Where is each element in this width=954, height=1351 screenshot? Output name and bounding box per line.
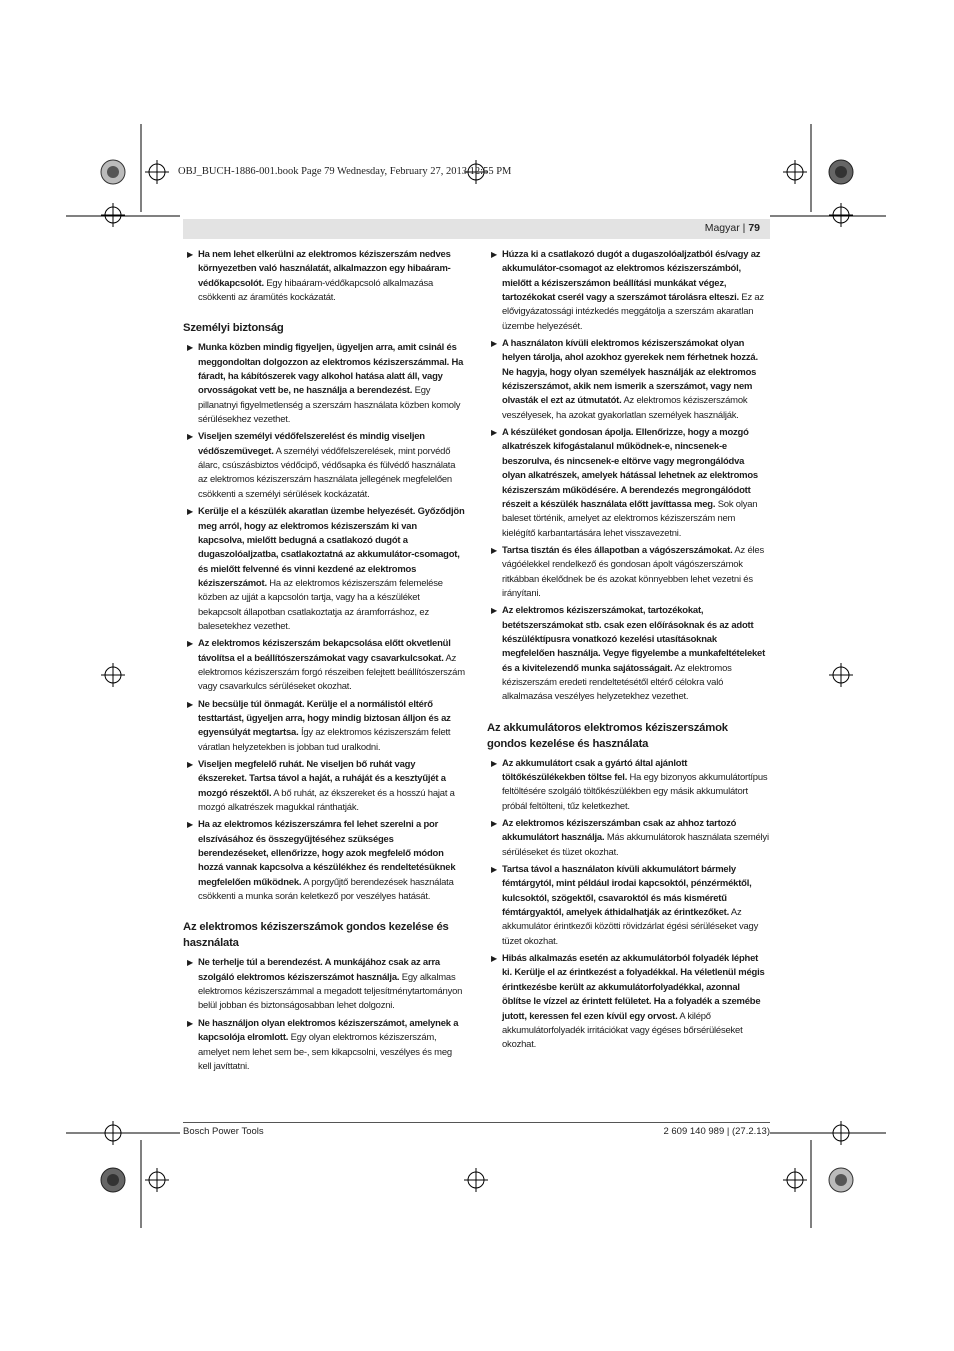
list-item: ▶ Ne használjon olyan elektromos kéziszerszámot, amelynek a kapcsolója elromlott. Egy olyan elektromos kéziszerszám, amelyet nem lehet sem be-, sem kikapcsolni, veszélyes és meg kell javíttatni.	[187, 1017, 459, 1072]
bullet-triangle-icon: ▶	[491, 758, 497, 768]
header-text	[705, 222, 760, 234]
section-heading: Az akkumulátoros elektromos kéziszerszámok gondos kezelése és használata	[487, 721, 728, 750]
bullet-triangle-icon: ▶	[187, 820, 193, 830]
page-header	[183, 219, 770, 239]
bullet-triangle-icon: ▶	[187, 699, 193, 709]
list-item: ▶ Tartsa távol a használaton kívüli akkumulátort bármely fémtárgytól, mint például irodai kapcsoktól, pénzérméktől, kulcsoktól, szögektől, csavaroktól és más kisméretű fémtárgyaktól, amelyek áthidalhatják az érintkezőket. Az akkumulátor érintkezői közötti rövidzárlat égési sérüléseket vagy tüzet okozhat.	[491, 864, 759, 947]
list-item: ▶ Munka közben mindig figyeljen, ügyeljen arra, amit csinál és meggondoltan dolgozzon az elektromos kéziszerszámmal. Ha fáradt, ha kábítószerek vagy alkohol hatása alatt áll, vagy orvosságokat vett be, ne használja a berendezést. Egy pillanatnyi figyelmetlenség a szerszám használata közben komoly sérülésekhez vezethet.	[187, 342, 464, 426]
header-separator: |	[742, 222, 746, 234]
bullet-triangle-icon: ▶	[491, 339, 497, 349]
section-heading: Személyi biztonság	[183, 322, 284, 335]
list-item: ▶ Tartsa tisztán és éles állapotban a vágószerszámokat. Az éles vágóélekkel rendelkező és gondosan ápolt vágószerszámok ritkábban ékelődnek be és azokat könnyebben lehet vezetni és irányítani.	[491, 544, 764, 599]
section-heading: Az elektromos kéziszerszámok gondos kezelése és használata	[183, 921, 449, 950]
bullet-triangle-icon: ▶	[187, 639, 193, 649]
bullet-triangle-icon: ▶	[187, 760, 193, 769]
bullet-triangle-icon: ▶	[491, 428, 497, 438]
list-item: ▶ Hibás alkalmazás esetén az akkumulátorból folyadék léphet ki. Kerülje el az érintkezést a folyadékkal. Ha véletlenül mégis érintkezésbe került az akkumulátorfolyadékkal, azonnal öblítse le vízzel az érintett felületet. Ha a folyadék a szemébe jutott, keressen fel ezen kívül egy orvost. A kilépő akkumulátorfolyadék irritációkat vagy égéses bőrsérüléseket okozhat.	[491, 953, 765, 1051]
bullet-triangle-icon: ▶	[491, 819, 497, 829]
bullet-triangle-icon: ▶	[491, 250, 497, 259]
list-item: ▶ Ha nem lehet elkerülni az elektromos kéziszerszám nedves környezetben való használatát, alkalmazzon egy hibaáram-védőkapcsolót. Egy hibaáram-védőkapcsoló alkalmazása csökkenti az áramütés kockázatát.	[187, 249, 451, 304]
bullet-triangle-icon: ▶	[491, 606, 497, 616]
list-item: ▶ Húzza ki a csatlakozó dugót a dugaszolóaljzatból és/vagy az akkumulátor-csomagot az elektromos kéziszerszámból, mielőtt a kéziszerszámon beállítási munkákat végez, tartozékokat cserél vagy a szerszámot tárolásra elteszi. Ez az elővigyázatossági intézkedés meggátolja a szerszám akaratlan üzembe helyezését.	[491, 249, 764, 332]
footer-docnumber: 2 609 140 989 | (27.2.13)	[663, 1126, 770, 1137]
page-number: 79	[748, 222, 760, 234]
bullet-triangle-icon: ▶	[187, 250, 193, 259]
list-item: ▶ Viseljen személyi védőfelszerelést és mindig viseljen védőszemüveget. A személyi védőfelszerelések, mint porvédő álarc, csúszásbiztos védőcipő, védősapka és fülvédő használata az elektromos kéziszerszám használata jellegének megfelelően csökkenti a személyi sérülések kockázatát.	[187, 431, 456, 500]
header-language: Magyar	[704, 222, 740, 234]
list-item: ▶ Ha az elektromos kéziszerszámra fel lehet szerelni a por elszívásához és összegyűjtéséhez szükséges berendezéseket, ellenőrizze, hogy azok megfelelő módon hozzá vannak kapcsolva a készülékhez és rendeltetésüknek megfelelően működnek. A porgyűjtő berendezések használata csökkenti a munka során keletkező por veszélyes hatását.	[187, 819, 456, 903]
footer-brand: Bosch Power Tools	[183, 1126, 264, 1137]
bullet-triangle-icon: ▶	[491, 865, 497, 875]
bullet-triangle-icon: ▶	[491, 954, 497, 964]
list-item: ▶ Az elektromos kéziszerszámokat, tartozékokat, betétszerszámokat stb. csak ezen előírásoknak és az adott készüléktípusra vonatkozó kezelési utasításoknak megfelelően használja. Vegye figyelembe a munkafeltételeket és a kivitelezendő munka sajátosságait. Az elektromos kéziszerszám eredeti rendeltetésétől eltérő célokra való alkalmazása veszélyes helyzetekhez vezethet.	[491, 605, 766, 703]
list-item: ▶ A használaton kívüli elektromos kéziszerszámokat olyan helyen tárolja, ahol azokhoz gyerekek nem férhetnek hozzá. Ne hagyja, hogy olyan személyek használják az elektromos kéziszerszámot, akik nem ismerik a szerszámot, vagy nem olvasták el ezt az útmutatót. Az elektromos kéziszerszámok veszélyesek, ha azokat gyakorlatlan személyek használják.	[491, 338, 758, 421]
footer-rule	[183, 1122, 770, 1123]
bullet-triangle-icon: ▶	[187, 343, 193, 353]
list-item: ▶ Az elektromos kéziszerszám bekapcsolása előtt okvetlenül távolítsa el a beállítószerszámokat vagy csavarkulcsokat. Az elektromos kéziszerszám forgó részeiben felejtett beállítószerszám vagy csavarkulcs sérüléseket okozhat.	[187, 638, 465, 693]
list-item: ▶ Az elektromos kéziszerszámban csak az ahhoz tartozó akkumulátort használja. Más akkumulátorok használata személyi sérüléseket és tüzet okozhat.	[491, 818, 769, 858]
bullet-triangle-icon: ▶	[491, 545, 497, 555]
list-item: ▶ Ne becsülje túl önmagát. Kerülje el a normálistól eltérő testtartást, ügyeljen arra, hogy mindig biztosan álljon és az egyensúlyát megtartsa. Így az elektromos kéziszerszám felett váratlan helyzetekben is jobban tud uralkodni.	[187, 698, 451, 753]
right-column	[487, 248, 769, 1056]
bullet-triangle-icon: ▶	[187, 1018, 193, 1028]
list-item: ▶ Kerülje el a készülék akaratlan üzembe helyezését. Győződjön meg arról, hogy az elektromos kéziszerszám ki van kapcsolva, mielőtt bedugná a csatlakozó dugót a dugaszolóaljzatba, csatlakoztatná az akkumulátor-csomagot, és mielőtt felvenné és vinni kezdené az elektromos kéziszerszámot. Ha az elektromos kéziszerszám felemelése közben az ujját a kapcsolón tartja, vagy ha a készüléket bekapcsolt állapotban csatlakoztatja az áramforráshoz, ez balesetekhez vezethet.	[187, 506, 465, 632]
list-item: ▶ Az akkumulátort csak a gyártó által ajánlott töltőkészülékekben töltse fel. Ha egy bizonyos akkumulátortípus feltöltésére szolgáló töltőkészülékben egy másik akkumulátort próbál feltölteni, tűz keletkezhet.	[491, 757, 768, 812]
list-item: ▶ A készüléket gondosan ápolja. Ellenőrizze, hogy a mozgó alkatrészek kifogástalanul működnek-e, nincsenek-e beszorulva, és nincsenek-e eltörve vagy megrongálódva olyan alkatrészek, amelyek hátással lehetnek az elektromos kéziszerszám működésére. A berendezés megrongálódott részeit a készülék használata előtt javíttassa meg. Sok olyan baleset történik, amelyet az elektromos kéziszerszám nem kielégítő karbantartására lehet visszavezetni.	[491, 427, 758, 539]
list-item: ▶ Viseljen megfelelő ruhát. Ne viseljen bő ruhát vagy ékszereket. Tartsa távol a haját, a ruháját és a kesztyűjét a mozgó részektől. A bő ruhát, az ékszereket és a hosszú hajat a mozgó alkatrészek magukkal ránthatják.	[187, 759, 455, 814]
list-item: ▶ Ne terhelje túl a berendezést. A munkájához csak az arra szolgáló elektromos kéziszerszámot használja. Egy alkalmas elektromos kéziszerszámmal a megadott teljesítménytartományon belül jobban és biztonságosabban lehet dolgozni.	[187, 957, 463, 1012]
left-column	[183, 248, 465, 1077]
bullet-triangle-icon: ▶	[187, 958, 193, 968]
print-slug: OBJ_BUCH-1886-001.book Page 79 Wednesday, February 27, 2013 12:55 PM	[178, 166, 512, 177]
bullet-triangle-icon: ▶	[187, 507, 193, 517]
bullet-triangle-icon: ▶	[187, 432, 193, 442]
